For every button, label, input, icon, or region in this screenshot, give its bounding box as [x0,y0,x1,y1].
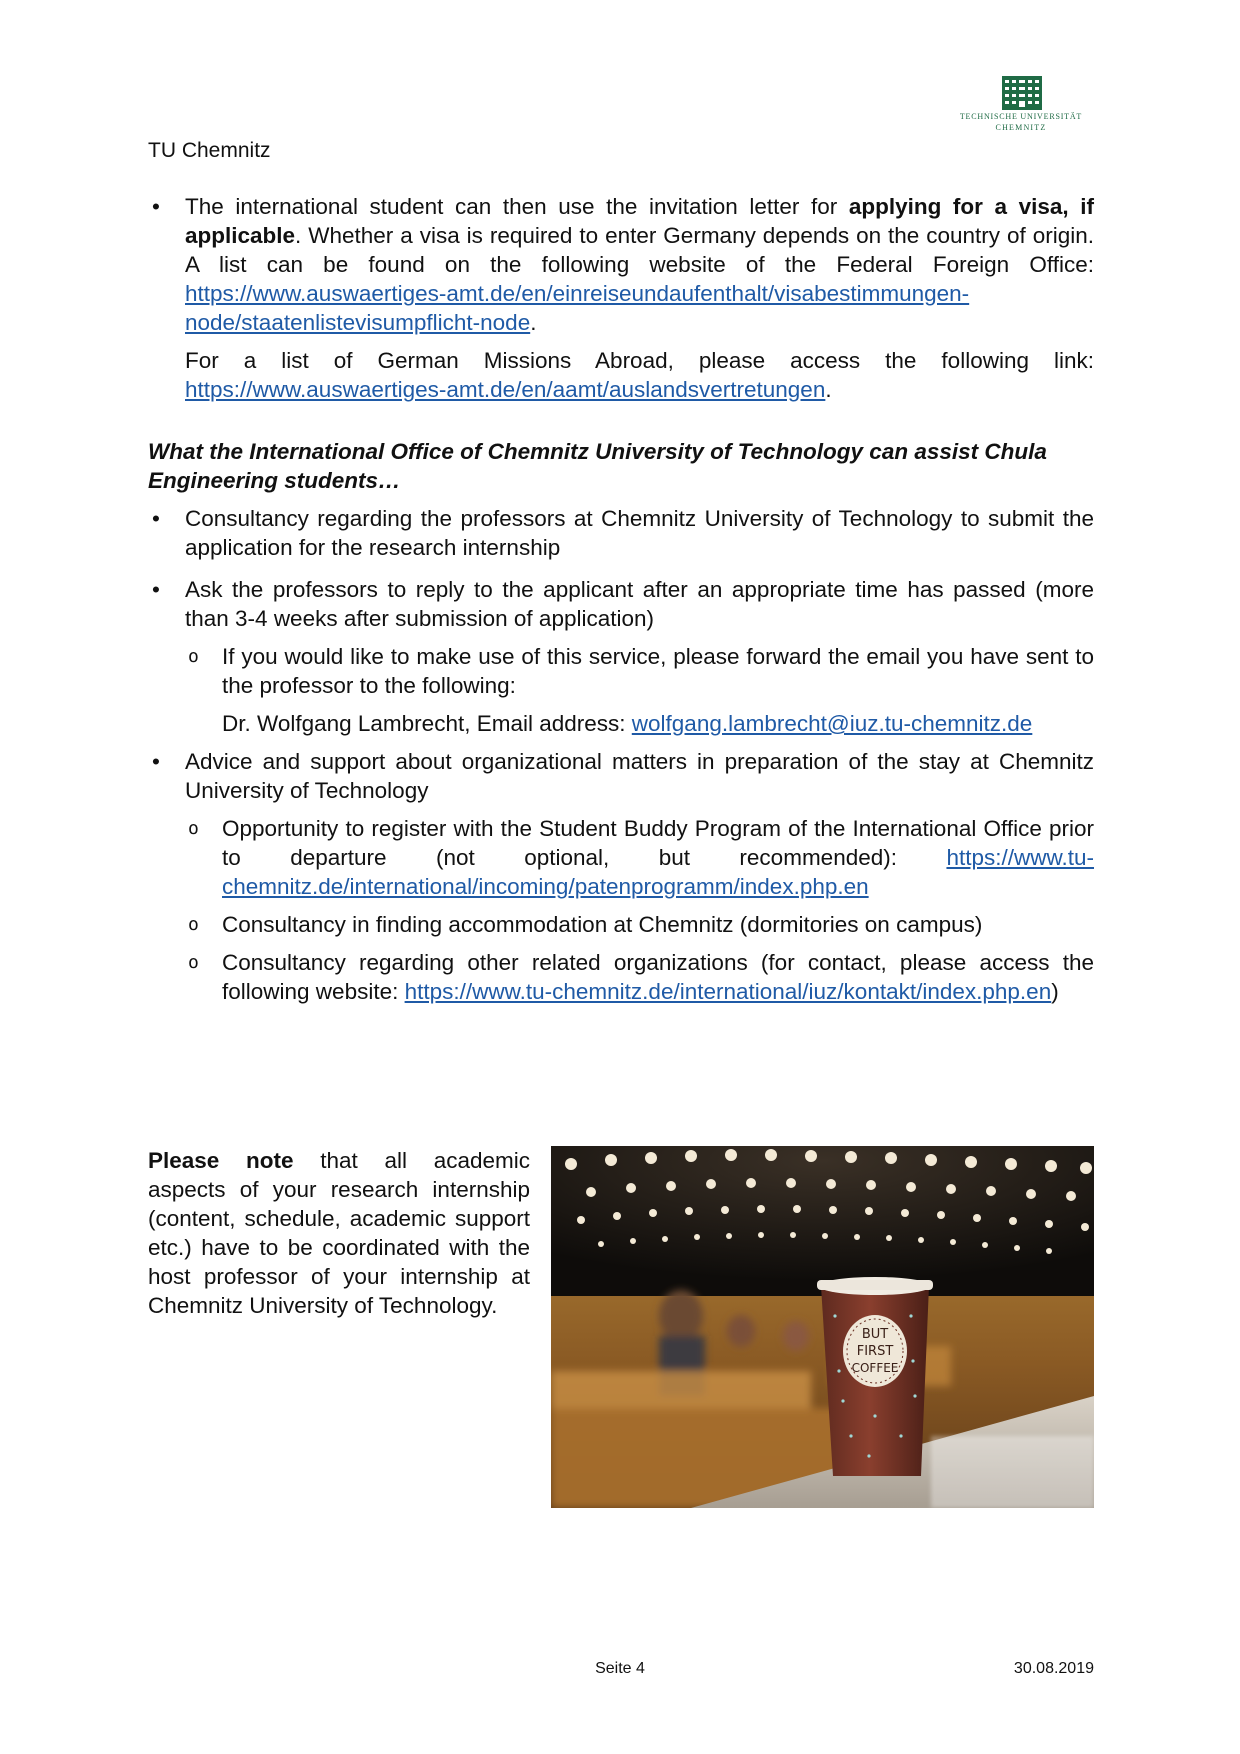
bullet-icon: • [152,194,160,219]
sub-bullet-icon: o [188,914,199,935]
accommodation-sub-item [148,910,1094,939]
visa-bullet-item [148,192,1094,404]
sub-bullet-icon: o [188,952,199,973]
advice-bullet-item [148,747,1094,805]
consultancy-bullet-item [148,504,1094,562]
university-logo [958,76,1084,138]
consultancy-text: Consultancy regarding the professors at Chemnitz University of Technology to submit the application for the research internship [185,506,1094,560]
logo-text-line1: TECHNISCHE UNIVERSITÄT [959,112,1083,121]
bullet-icon: • [152,506,160,531]
missions-link[interactable]: https://www.auswaertiges-amt.de/en/aamt/auslandsvertretungen [185,377,826,402]
visa-list-link[interactable]: https://www.auswaertiges-amt.de/en/einreiseundaufenthalt/visabestimmungen-node/staatenlistevisumpflicht-node [185,281,970,335]
cup-text-line3: COFFEE [851,1361,899,1375]
buddy-program-link[interactable]: https://www.tu-chemnitz.de/international/incoming/patenprogramm/index.php.en [222,845,1094,899]
organizations-sub-item [148,948,1094,1006]
building-logo-icon [1002,76,1042,110]
sub-bullet-icon: o [188,818,199,839]
contact-page-link[interactable]: https://www.tu-chemnitz.de/international/iuz/kontakt/index.php.en [404,979,1052,1004]
buddy-program-paragraph: Opportunity to register with the Student Buddy Program of the International Office prior to departure (not optional, but recommended): https://www.tu-chemnitz.de/international/incoming/patenprogramm/index.php.en [222,816,1094,899]
missions-paragraph: For a list of German Missions Abroad, please access the following link: https://www.auswaertiges-amt.de/en/aamt/auslandsvertretungen. [185,348,1094,402]
accommodation-text: Consultancy in finding accommodation at Chemnitz (dormitories on campus) [222,912,983,937]
main-content [148,192,1094,1006]
visa-bold-phrase: applying for a visa, if applicable [185,194,1094,248]
note-and-photo-section [148,1146,1094,1508]
section-heading: What the International Office of Chemnitz University of Technology can assist Chula Engineering students… [148,439,1047,493]
logo-text-line2: CHEMNITZ [995,123,1047,132]
contact-paragraph: Dr. Wolfgang Lambrecht, Email address: wolfgang.lambrecht@iuz.tu-chemnitz.de [222,711,1033,736]
please-note-paragraph: Please note that all academic aspects of your research internship (content, schedule, academic support etc.) have to be coordinated with the host professor of your internship at Chemnitz University of Technology. [148,1148,531,1318]
please-note-bold: Please note [148,1148,294,1173]
advice-text: Advice and support about organizational matters in preparation of the stay at Chemnitz University of Technology [185,749,1094,803]
sub-bullet-icon: o [188,646,199,667]
forward-email-sub-item [148,642,1094,738]
buddy-program-sub-item [148,814,1094,901]
contact-email-link[interactable]: wolfgang.lambrecht@iuz.tu-chemnitz.de [631,711,1033,736]
bullet-icon: • [152,749,160,774]
forward-email-text: If you would like to make use of this service, please forward the email you have sent to the professor to the following: [222,644,1094,698]
footer-date: 30.08.2019 [1013,1660,1094,1677]
visa-paragraph: The international student can then use the invitation letter for applying for a visa, if applicable. Whether a visa is required to enter Germany depends on the country of origin. A list can be found on the following website of the Federal Foreign Office: https://www.auswaertiges-amt.de/en/einreiseundaufenthalt/visabestimmungen-node/staatenlistevisumpflicht-node. [185,194,1094,335]
header-org-name: TU Chemnitz [148,139,271,162]
ask-professors-bullet-item [148,575,1094,633]
cup-text-line1: BUT [861,1327,889,1342]
ask-professors-text: Ask the professors to reply to the applicant after an appropriate time has passed (more than 3-4 weeks after submission of application) [185,577,1094,631]
footer-page-number: Seite 4 [595,1660,645,1677]
cup-text-line2: FIRST [856,1344,894,1359]
bullet-icon: • [152,577,160,602]
lecture-hall-coffee-photo [551,1146,1094,1508]
organizations-paragraph: Consultancy regarding other related organizations (for contact, please access the following website: https://www.tu-chemnitz.de/international/iuz/kontakt/index.php.en) [222,950,1094,1004]
